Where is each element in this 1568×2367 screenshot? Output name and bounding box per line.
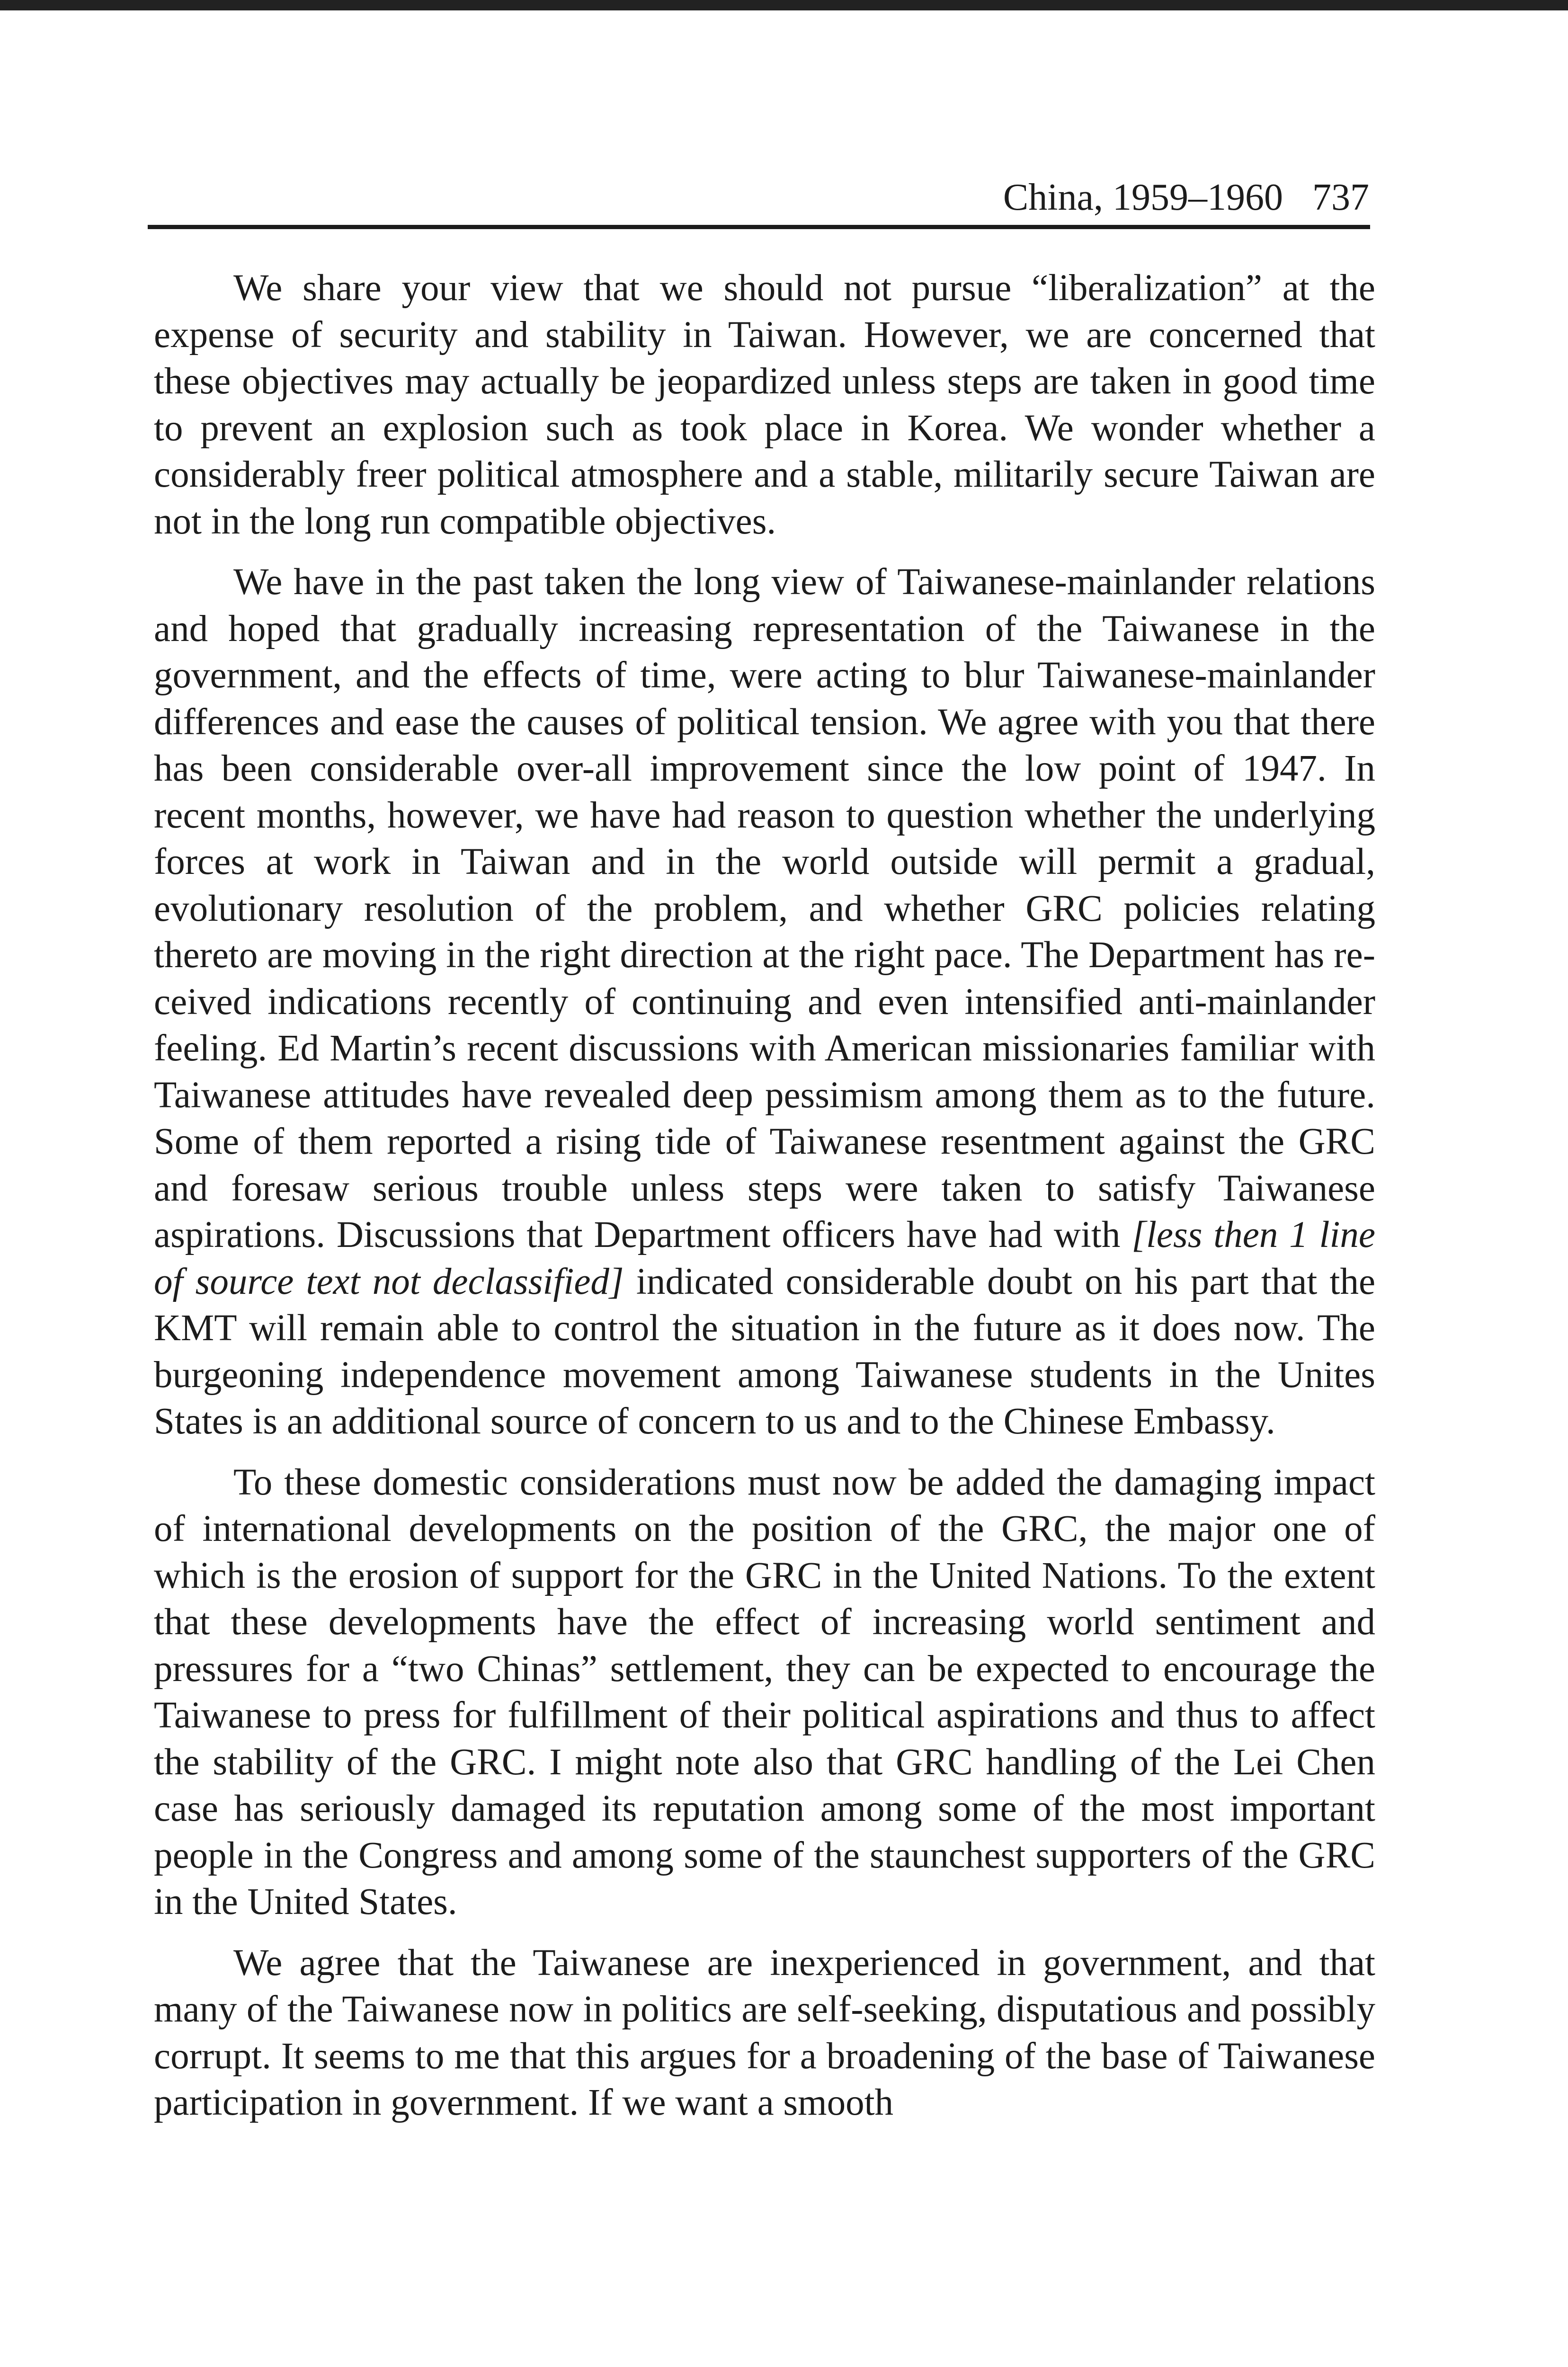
header-rule — [148, 225, 1370, 229]
paragraph-2-continuation: indicated considerable doubt on his part that the KMT will remain able to control the situation in the future as it does now. The burgeoning independence movement among Taiwanese students in the Unites States is an additional source of concern to us and to the Chinese Embassy. — [154, 1261, 1376, 1442]
paragraph-3: To these domestic considerations must now be added the damaging impact of international developments on the position of the GRC, the major one of which is the erosion of support for the GRC in the United Nations. To the extent that these developments have the effect of increasing world sentiment and pressures for a “two Chinas” settlement, they can be expected to encourage the Taiwanese to press for fulfillment of their political aspirations and thus to affect the stability of the GRC. I might note also that GRC handling of the Lei Chen case has seriously damaged its reputation among some of the most important people in the Congress and among some of the staunchest supporters of the GRC in the United States. — [154, 1461, 1375, 1922]
editorial-note: [less then 1 line of source text not declassified] — [154, 1214, 1375, 1302]
paragraph-2-text: We have in the past taken the long view of Taiwanese-mainlander relations and hoped that gradually increasing representation of the Taiwanese in the government, and the effects of time, were acting to blur Taiwanese-mainlander differences and ease the causes of political tension. We agree with you that there has been considerable over-all improvement since the low point of 1947. In recent months, however, we have had reason to question whether the underlying forces at work in Taiwan and in the world outside will permit a gradual, evolutionary resolution of the problem, and whether GRC policies relating thereto are moving in the right direction at the right pace. The Department has received indications recently of continuing and even intensified anti-mainlander feeling. Ed Martin’s recent discussions with American missionaries familiar with Taiwanese attitudes have revealed deep pessimism among them as to the future. Some of them reported a rising tide of Taiwanese resentment against the GRC and foresaw serious trouble unless steps were taken to satisfy Taiwanese aspirations. Discussions that Department officers have had with — [154, 561, 1375, 1255]
paragraph-2 — [154, 559, 1375, 1445]
running-head — [149, 175, 1369, 220]
running-title: China, 1959–1960 — [1003, 177, 1283, 218]
paragraph-1: We share your view that we should not pursue “liberalization” at the expense of security and stability in Taiwan. However, we are concerned that these objectives may actually be jeopardized unless steps are taken in good time to prevent an explosion such as took place in Korea. We wonder whether a considerably freer political atmosphere and a stable, militarily secure Taiwan are not in the long run compatible objectives. — [154, 267, 1375, 542]
paragraph-4: We agree that the Taiwanese are inexperienced in government, and that many of the Taiwanese now in politics are self-seeking, disputatious and possibly corrupt. It seems to me that this argues for a broadening of the base of Taiwanese participation in government. If we want a smooth — [154, 1942, 1375, 2123]
scan-top-edge — [0, 0, 1568, 10]
body-text — [154, 265, 1375, 2141]
page-number: 737 — [1312, 177, 1369, 218]
